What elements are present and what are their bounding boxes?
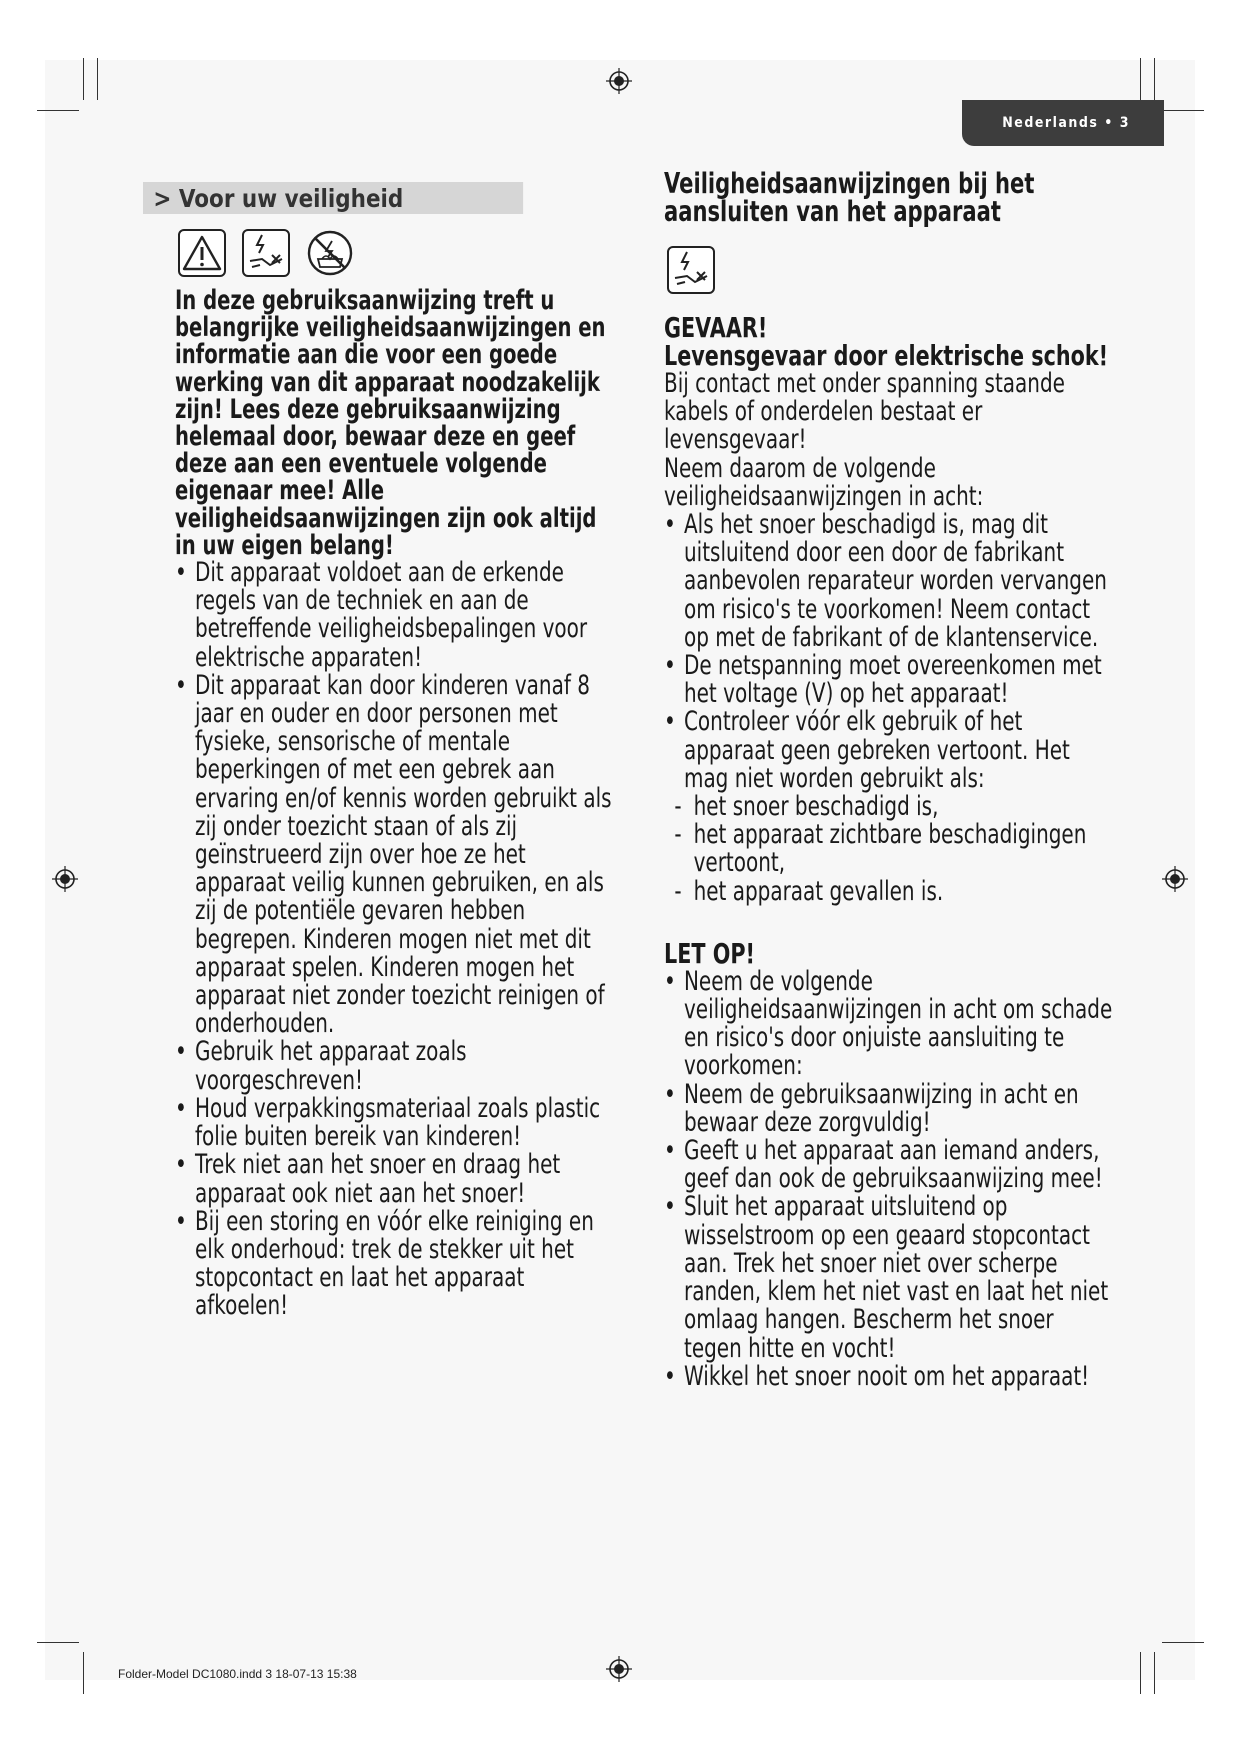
crop-mark bbox=[1140, 1652, 1141, 1694]
list-item: • Neem de volgende veiligheidsaanwijzingen in acht om schade en risico's door onjuiste aansluiting te voorkomen: bbox=[664, 968, 1114, 1081]
list-item: - het snoer beschadigd is, bbox=[664, 793, 1114, 821]
list-item: • Neem de gebruiksaanwijzing in acht en bewaar deze zorgvuldig! bbox=[664, 1081, 1114, 1137]
list-item: • Dit apparaat voldoet aan de erkende regels van de techniek en aan de betreffende veiligheidsbepalingen voor elektrische apparaten! bbox=[175, 559, 615, 672]
list-item: • Dit apparaat kan door kinderen vanaf 8 jaar en ouder en door personen met fysieke, sensorische of mentale beperkingen of met een gebrek aan ervaring en/of kennis worden gebruikt als zij onder toezicht staan of als zij geïnstrueerd zijn over hoe ze het apparaat veilig kunnen gebruiken, en als zij de potentiële gevaren hebben begrepen. Kinderen mogen niet met dit apparaat spelen. Kinderen mogen het apparaat niet zonder toezicht reinigen of onderhouden. bbox=[175, 672, 615, 1039]
caution-list bbox=[664, 965, 1114, 1392]
crop-mark bbox=[37, 1642, 79, 1643]
crop-mark bbox=[1162, 110, 1204, 111]
section-heading: Veiligheidsaanwijzingen bij het aansluiten van het apparaat bbox=[664, 167, 1035, 228]
danger-intro: Neem daarom de volgende veiligheidsaanwijzingen in acht: bbox=[664, 452, 984, 512]
crop-mark bbox=[1162, 1642, 1204, 1643]
caution-title: LET OP! bbox=[664, 936, 755, 970]
section-title: > Voor uw veiligheid bbox=[153, 183, 404, 213]
intro-paragraph: In deze gebruiksaanwijzing treft u belangrijke veiligheidsaanwijzingen en informatie aan die voor een goede werking van dit apparaat noodzakelijk zijn! Lees deze gebruiksaanwijzing helemaal door, bewaar deze en geef deze aan een eventuele volgende eigenaar mee! Alle veiligheidsaanwijzingen zijn ook altijd in uw eigen belang! bbox=[175, 285, 606, 561]
registration-mark-icon bbox=[52, 866, 78, 892]
registration-mark-icon bbox=[606, 1656, 632, 1682]
list-item: • Als het snoer beschadigd is, mag dit uitsluitend door een door de fabrikant aanbevolen reparateur worden vervangen om risico's te voorkomen! Neem contact op met de fabrikant of de klantenservice. bbox=[664, 511, 1114, 652]
list-item: • Bij een storing en vóór elke reiniging en elk onderhoud: trek de stekker uit het stopcontact en laat het apparaat afkoelen! bbox=[175, 1208, 615, 1321]
registration-mark-icon bbox=[1162, 866, 1188, 892]
crop-mark bbox=[97, 58, 98, 100]
list-item: • De netspanning moet overeenkomen met het voltage (V) op het apparaat! bbox=[664, 652, 1114, 708]
crop-mark bbox=[37, 110, 79, 111]
warning-triangle-icon bbox=[178, 229, 226, 277]
left-column bbox=[175, 287, 615, 1321]
right-column-body bbox=[664, 311, 1114, 1392]
language-tab bbox=[962, 100, 1164, 146]
list-item: - het apparaat zichtbare beschadigingen vertoont, bbox=[664, 821, 1114, 877]
list-item: • Geeft u het apparaat aan iemand anders, geef dan ook de gebruiksaanwijzing mee! bbox=[664, 1137, 1114, 1193]
danger-list bbox=[664, 511, 1114, 906]
safety-list bbox=[175, 559, 615, 1320]
crop-mark bbox=[1154, 1652, 1155, 1694]
crop-mark bbox=[1140, 58, 1141, 100]
electric-shock-icon bbox=[242, 229, 290, 277]
list-item: • Wikkel het snoer nooit om het apparaat! bbox=[664, 1363, 1114, 1391]
danger-text: Bij contact met onder spanning staande kabels of onderdelen bestaat er levensgevaar! bbox=[664, 368, 1065, 456]
list-item: • Trek niet aan het snoer en draag het apparaat ook niet aan het snoer! bbox=[175, 1151, 615, 1207]
crop-mark bbox=[1154, 58, 1155, 100]
crop-mark bbox=[83, 58, 84, 100]
print-slug: Folder-Model DC1080.indd 3 18-07-13 15:38 bbox=[118, 1667, 357, 1681]
electric-shock-icon bbox=[667, 246, 715, 294]
crop-mark bbox=[83, 1652, 84, 1694]
no-water-icon bbox=[306, 229, 354, 277]
danger-title: GEVAAR! bbox=[664, 311, 768, 344]
right-column bbox=[664, 167, 1114, 228]
list-item: • Controleer vóór elk gebruik of het apparaat geen gebreken vertoont. Het mag niet worden gebruikt als: bbox=[664, 708, 1114, 793]
list-item: • Sluit het apparaat uitsluitend op wisselstroom op een geaard stopcontact aan. Trek het snoer niet over scherpe randen, klem het niet vast en laat het niet omlaag hangen. Bescherm het snoer tegen hitte en vocht! bbox=[664, 1193, 1114, 1362]
language-tab-label: Nederlands • 3 bbox=[1002, 115, 1130, 131]
registration-mark-icon bbox=[606, 68, 632, 94]
list-item: - het apparaat gevallen is. bbox=[664, 878, 1114, 906]
list-item: • Houd verpakkingsmateriaal zoals plastic folie buiten bereik van kinderen! bbox=[175, 1095, 615, 1151]
list-item: • Gebruik het apparaat zoals voorgeschreven! bbox=[175, 1038, 615, 1094]
danger-subtitle: Levensgevaar door elektrische schok! bbox=[664, 339, 1109, 372]
safety-icons bbox=[178, 229, 354, 277]
section-title-bar bbox=[143, 182, 523, 214]
